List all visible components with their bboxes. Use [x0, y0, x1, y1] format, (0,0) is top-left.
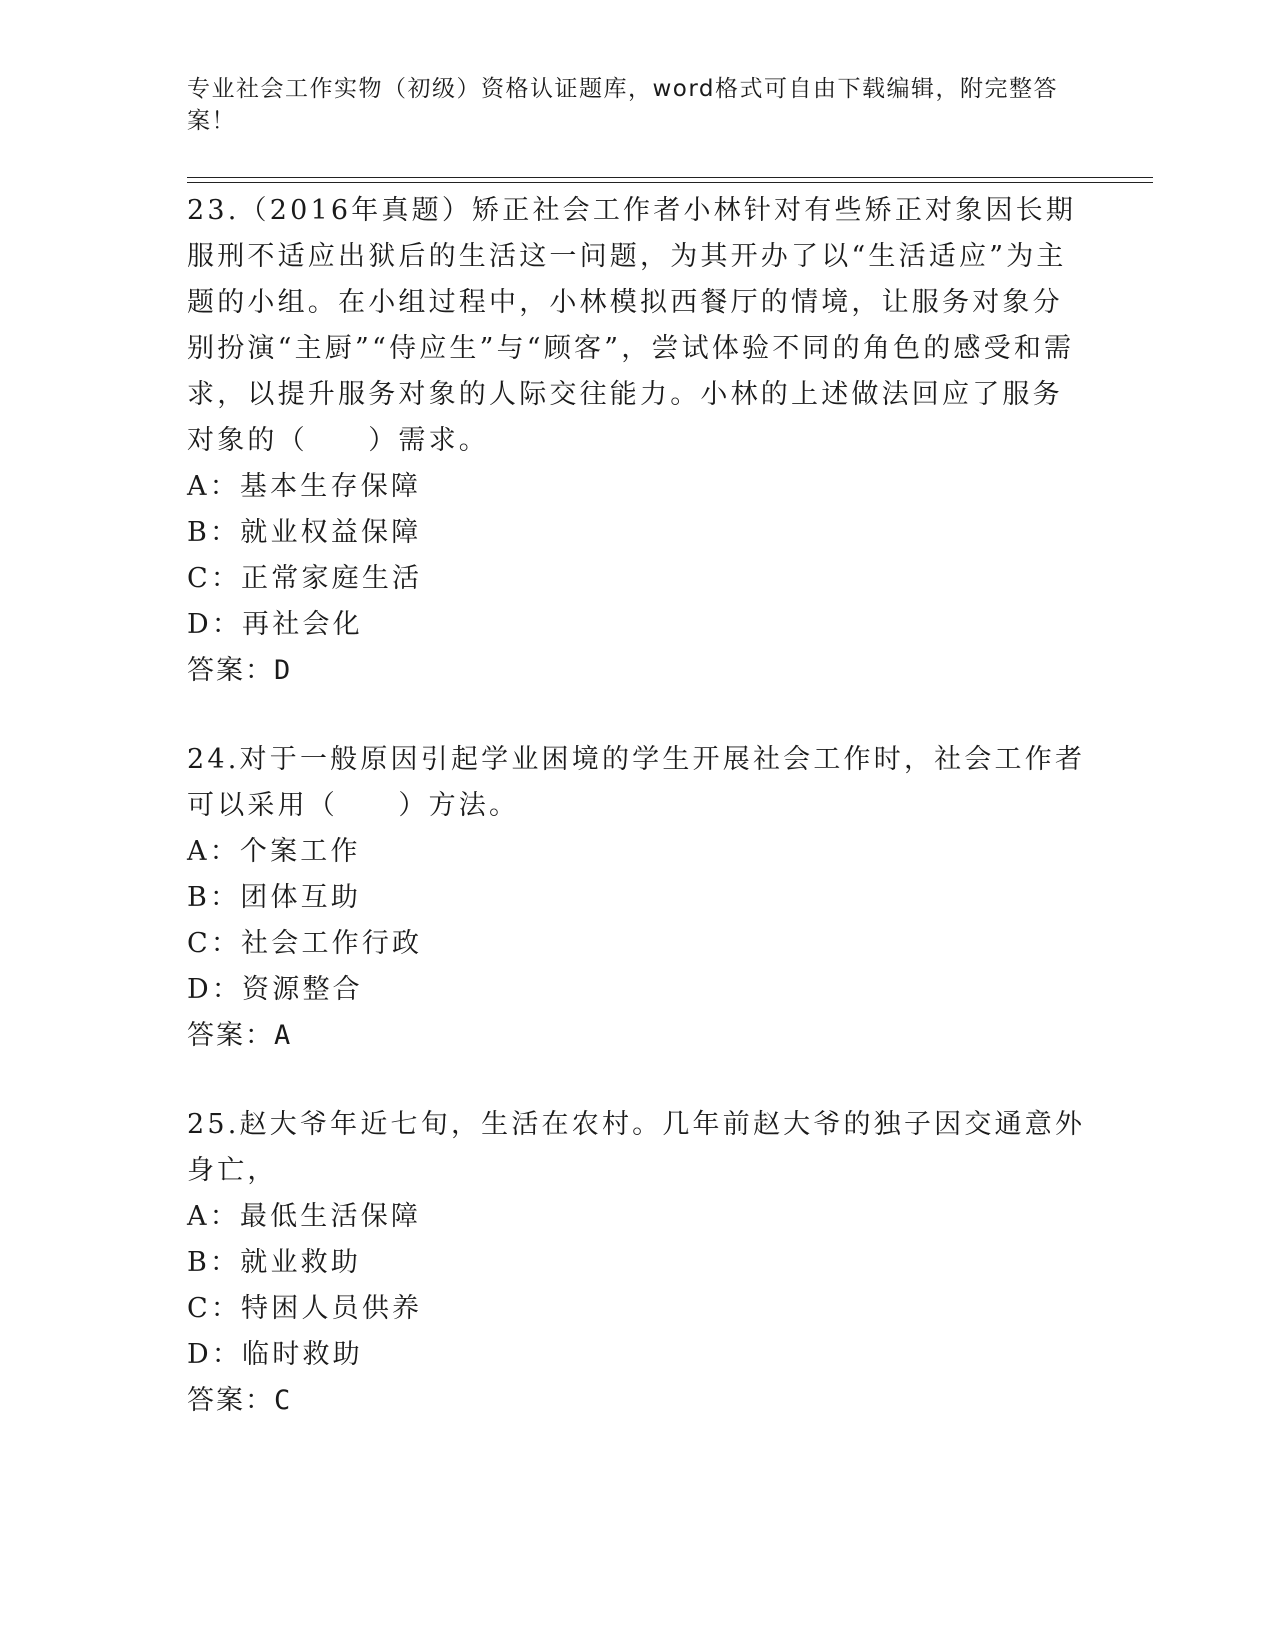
answer-label: 答案： [187, 1385, 274, 1416]
document-header: 专业社会工作实物（初级）资格认证题库，word格式可自由下载编辑，附完整答案！ [187, 76, 1059, 134]
option-b: B：就业救助 [187, 1247, 362, 1278]
option-c: C：社会工作行政 [187, 928, 423, 959]
option-a: A：个案工作 [187, 836, 361, 867]
answer-line [187, 1013, 1087, 1059]
option-b: B：团体互助 [187, 882, 362, 913]
answer-line [187, 648, 1087, 694]
answer-value: C [274, 1385, 293, 1416]
question-25 [187, 1102, 1087, 1424]
option-a: A：基本生存保障 [187, 471, 422, 502]
question-23 [187, 188, 1087, 694]
option-a: A：最低生活保障 [187, 1201, 422, 1232]
question-24 [187, 737, 1087, 1059]
question-stem: 25.赵大爷年近七旬，生活在农村。几年前赵大爷的独子因交通意外身亡， [187, 1109, 1086, 1186]
option-c: C：正常家庭生活 [187, 563, 423, 594]
question-stem: 23.（2016年真题）矫正社会工作者小林针对有些矫正对象因长期服刑不适应出狱后的生活这一问题，为其开办了以“生活适应”为主题的小组。在小组过程中，小林模拟西餐厅的情境，让服务对象分别扮演“主厨”“侍应生”与“顾客”，尝试体验不同的角色的感受和需求，以提升服务对象的人际交往能力。小林的上述做法回应了服务对象的（ ）需求。 [187, 195, 1077, 456]
option-b: B：就业权益保障 [187, 517, 422, 548]
answer-label: 答案： [187, 1020, 274, 1051]
option-c: C：特困人员供养 [187, 1293, 423, 1324]
header-divider-top [187, 177, 1153, 178]
answer-label: 答案： [187, 655, 274, 686]
option-d: D：资源整合 [187, 974, 363, 1005]
answer-value: D [274, 655, 293, 686]
option-d: D：临时救助 [187, 1339, 363, 1370]
header-divider-bottom [187, 182, 1153, 183]
answer-line [187, 1378, 1087, 1424]
option-d: D：再社会化 [187, 609, 363, 640]
question-stem: 24.对于一般原因引起学业困境的学生开展社会工作时，社会工作者可以采用（ ）方法。 [187, 744, 1086, 821]
answer-value: A [274, 1020, 293, 1051]
